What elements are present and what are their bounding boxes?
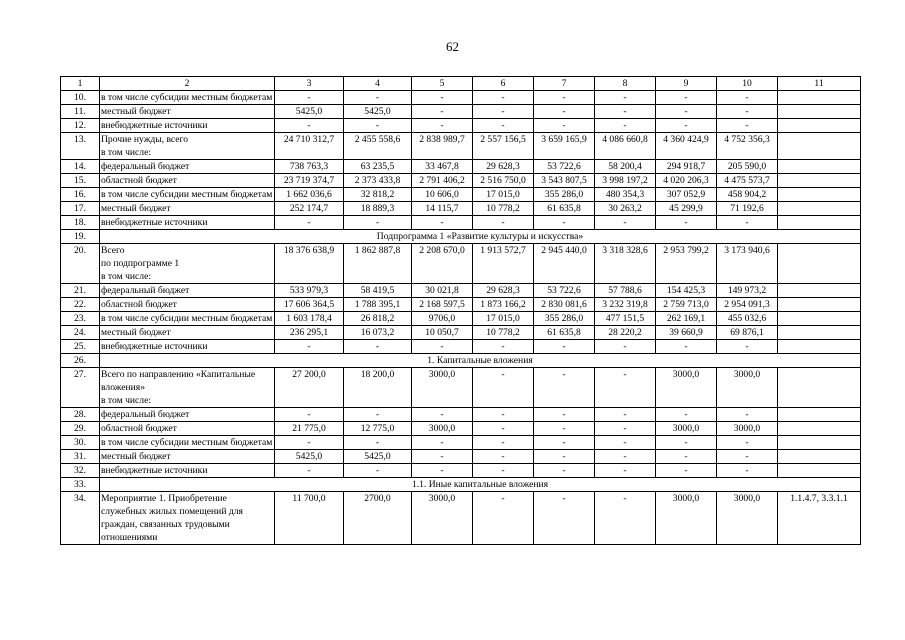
value-cell: 16 073,2 (344, 326, 412, 340)
reference-cell (778, 119, 861, 133)
value-cell: - (473, 422, 534, 436)
value-cell: 57 788,6 (595, 284, 656, 298)
value-cell: - (275, 91, 344, 105)
section-row (61, 354, 861, 368)
value-cell: - (534, 216, 595, 230)
value-cell: - (656, 450, 717, 464)
value-cell: 3000,0 (412, 422, 473, 436)
value-cell: 262 169,1 (656, 312, 717, 326)
row-number: 14. (61, 160, 100, 174)
value-cell: - (344, 216, 412, 230)
value-cell: 26 818,2 (344, 312, 412, 326)
value-cell: - (717, 450, 778, 464)
value-cell: 3 543 807,5 (534, 174, 595, 188)
reference-cell (778, 408, 861, 422)
table-row (61, 340, 861, 354)
value-cell: 17 015,0 (473, 312, 534, 326)
row-label: областной бюджет (100, 174, 275, 188)
value-cell: 58 200,4 (595, 160, 656, 174)
value-cell: 21 775,0 (275, 422, 344, 436)
row-label: Мероприятие 1. Приобретение служебных жилых помещений для граждан, связанных трудовыми отношениями (100, 492, 275, 545)
value-cell: 4 475 573,7 (717, 174, 778, 188)
row-label: внебюджетные источники (100, 464, 275, 478)
reference-cell (778, 422, 861, 436)
table-row (61, 216, 861, 230)
row-number: 34. (61, 492, 100, 545)
value-cell: - (595, 91, 656, 105)
row-number: 28. (61, 408, 100, 422)
value-cell: - (717, 436, 778, 450)
value-cell: 9706,0 (412, 312, 473, 326)
reference-cell (778, 188, 861, 202)
value-cell: - (595, 216, 656, 230)
table-row (61, 119, 861, 133)
table-row (61, 91, 861, 105)
row-number: 17. (61, 202, 100, 216)
value-cell: 14 115,7 (412, 202, 473, 216)
value-cell: - (344, 340, 412, 354)
row-number: 16. (61, 188, 100, 202)
value-cell: 355 286,0 (534, 188, 595, 202)
row-label: федеральный бюджет (100, 284, 275, 298)
row-number: 15. (61, 174, 100, 188)
value-cell: - (717, 464, 778, 478)
row-number: 11. (61, 105, 100, 119)
value-cell: 2 168 597,5 (412, 298, 473, 312)
value-cell: 5425,0 (275, 105, 344, 119)
value-cell: - (275, 436, 344, 450)
value-cell: 2 557 156,5 (473, 133, 534, 160)
reference-cell: 1.1.4.7, 3.3.1.1 (778, 492, 861, 545)
section-title: Подпрограмма 1 «Развитие культуры и искусства» (100, 230, 861, 244)
table-row (61, 284, 861, 298)
value-cell: - (473, 450, 534, 464)
value-cell: 3 659 165,9 (534, 133, 595, 160)
row-label: местный бюджет (100, 450, 275, 464)
value-cell: - (473, 105, 534, 119)
value-cell: 2 208 670,0 (412, 244, 473, 284)
value-cell: 63 235,5 (344, 160, 412, 174)
value-cell: - (656, 408, 717, 422)
header-cell: 4 (344, 77, 412, 91)
value-cell: - (344, 408, 412, 422)
value-cell: 480 354,3 (595, 188, 656, 202)
value-cell: - (344, 436, 412, 450)
value-cell: - (275, 216, 344, 230)
value-cell: - (595, 422, 656, 436)
value-cell: 39 660,9 (656, 326, 717, 340)
row-label: Всего по направлению «Капитальные вложения» в том числе: (100, 368, 275, 408)
value-cell: 2 830 081,6 (534, 298, 595, 312)
header-cell: 5 (412, 77, 473, 91)
value-cell: 2 373 433,8 (344, 174, 412, 188)
value-cell: - (534, 450, 595, 464)
row-number: 22. (61, 298, 100, 312)
reference-cell (778, 105, 861, 119)
value-cell: 533 979,3 (275, 284, 344, 298)
reference-cell (778, 174, 861, 188)
row-label: областной бюджет (100, 422, 275, 436)
value-cell: 455 032,6 (717, 312, 778, 326)
value-cell: 236 295,1 (275, 326, 344, 340)
table-row (61, 436, 861, 450)
value-cell: 53 722,6 (534, 160, 595, 174)
value-cell: - (656, 340, 717, 354)
header-cell: 3 (275, 77, 344, 91)
row-label: в том числе субсидии местным бюджетам (100, 91, 275, 105)
value-cell: - (595, 368, 656, 408)
value-cell: 458 904,2 (717, 188, 778, 202)
section-title: 1. Капитальные вложения (100, 354, 861, 368)
value-cell: - (473, 408, 534, 422)
value-cell: 3 173 940,6 (717, 244, 778, 284)
value-cell: 30 263,2 (595, 202, 656, 216)
value-cell: 30 021,8 (412, 284, 473, 298)
value-cell: 5425,0 (275, 450, 344, 464)
value-cell: 307 052,9 (656, 188, 717, 202)
value-cell: 477 151,5 (595, 312, 656, 326)
value-cell: 5425,0 (344, 105, 412, 119)
value-cell: - (473, 91, 534, 105)
value-cell: 1 788 395,1 (344, 298, 412, 312)
value-cell: 10 778,2 (473, 202, 534, 216)
value-cell: 23 719 374,7 (275, 174, 344, 188)
row-label: в том числе субсидии местным бюджетам (100, 312, 275, 326)
value-cell: 149 973,2 (717, 284, 778, 298)
value-cell: 3000,0 (717, 368, 778, 408)
reference-cell (778, 202, 861, 216)
value-cell: 2 954 091,3 (717, 298, 778, 312)
row-label: внебюджетные источники (100, 119, 275, 133)
value-cell: 3000,0 (412, 492, 473, 545)
value-cell: - (595, 450, 656, 464)
value-cell: - (534, 464, 595, 478)
value-cell: - (534, 368, 595, 408)
row-number: 27. (61, 368, 100, 408)
value-cell: 17 606 364,5 (275, 298, 344, 312)
header-cell: 10 (717, 77, 778, 91)
value-cell: - (656, 91, 717, 105)
value-cell: - (412, 408, 473, 422)
section-row (61, 478, 861, 492)
row-number: 26. (61, 354, 100, 368)
value-cell: - (412, 105, 473, 119)
value-cell: 61 635,8 (534, 326, 595, 340)
value-cell: - (473, 119, 534, 133)
header-row (61, 77, 861, 91)
value-cell: - (275, 408, 344, 422)
row-number: 25. (61, 340, 100, 354)
reference-cell (778, 450, 861, 464)
row-label: в том числе субсидии местным бюджетам (100, 188, 275, 202)
table-row (61, 464, 861, 478)
value-cell: - (595, 340, 656, 354)
value-cell: - (412, 436, 473, 450)
value-cell: 3000,0 (656, 422, 717, 436)
row-label: внебюджетные источники (100, 216, 275, 230)
value-cell: - (473, 368, 534, 408)
value-cell: 738 763,3 (275, 160, 344, 174)
value-cell: - (275, 119, 344, 133)
reference-cell (778, 326, 861, 340)
value-cell: - (595, 105, 656, 119)
header-cell: 2 (100, 77, 275, 91)
value-cell: - (656, 436, 717, 450)
value-cell: 1 862 887,8 (344, 244, 412, 284)
value-cell: - (534, 408, 595, 422)
reference-cell (778, 312, 861, 326)
reference-cell (778, 436, 861, 450)
table-row (61, 160, 861, 174)
value-cell: - (717, 340, 778, 354)
value-cell: - (534, 340, 595, 354)
value-cell: - (275, 340, 344, 354)
value-cell: 4 086 660,8 (595, 133, 656, 160)
value-cell: - (412, 119, 473, 133)
page-number: 62 (446, 39, 459, 54)
value-cell: 252 174,7 (275, 202, 344, 216)
value-cell: - (412, 464, 473, 478)
table-row (61, 422, 861, 436)
value-cell: 2 516 750,0 (473, 174, 534, 188)
value-cell: 5425,0 (344, 450, 412, 464)
value-cell: - (717, 216, 778, 230)
value-cell: 10 050,7 (412, 326, 473, 340)
value-cell: 29 628,3 (473, 284, 534, 298)
table-row (61, 326, 861, 340)
value-cell: - (595, 464, 656, 478)
value-cell: 154 425,3 (656, 284, 717, 298)
value-cell: 10 778,2 (473, 326, 534, 340)
row-label: областной бюджет (100, 298, 275, 312)
header-cell: 9 (656, 77, 717, 91)
table-row (61, 450, 861, 464)
row-number: 23. (61, 312, 100, 326)
value-cell: - (595, 119, 656, 133)
value-cell: 3000,0 (656, 368, 717, 408)
row-number: 31. (61, 450, 100, 464)
value-cell: 355 286,0 (534, 312, 595, 326)
value-cell: - (656, 105, 717, 119)
value-cell: 53 722,6 (534, 284, 595, 298)
value-cell: 24 710 312,7 (275, 133, 344, 160)
row-number: 29. (61, 422, 100, 436)
value-cell: 27 200,0 (275, 368, 344, 408)
value-cell: 45 299,9 (656, 202, 717, 216)
value-cell: 1 603 178,4 (275, 312, 344, 326)
value-cell: 2 953 799,2 (656, 244, 717, 284)
value-cell: 69 876,1 (717, 326, 778, 340)
value-cell: - (534, 422, 595, 436)
value-cell: - (275, 464, 344, 478)
row-label: Прочие нужды, всего в том числе: (100, 133, 275, 160)
table-row (61, 492, 861, 545)
row-number: 24. (61, 326, 100, 340)
row-label: федеральный бюджет (100, 160, 275, 174)
value-cell: 3000,0 (717, 492, 778, 545)
value-cell: 32 818,2 (344, 188, 412, 202)
reference-cell (778, 284, 861, 298)
value-cell: - (412, 340, 473, 354)
row-label: в том числе субсидии местным бюджетам (100, 436, 275, 450)
row-number: 20. (61, 244, 100, 284)
value-cell: 3000,0 (412, 368, 473, 408)
value-cell: 3 232 319,8 (595, 298, 656, 312)
row-label: местный бюджет (100, 202, 275, 216)
row-number: 30. (61, 436, 100, 450)
value-cell: - (534, 119, 595, 133)
value-cell: - (473, 436, 534, 450)
value-cell: - (473, 216, 534, 230)
value-cell: 3 998 197,2 (595, 174, 656, 188)
section-row (61, 230, 861, 244)
value-cell: 2700,0 (344, 492, 412, 545)
row-number: 10. (61, 91, 100, 105)
value-cell: 58 419,5 (344, 284, 412, 298)
value-cell: 1 913 572,7 (473, 244, 534, 284)
value-cell: - (473, 464, 534, 478)
row-label: федеральный бюджет (100, 408, 275, 422)
value-cell: - (344, 91, 412, 105)
table-row (61, 368, 861, 408)
value-cell: - (344, 464, 412, 478)
value-cell: - (412, 450, 473, 464)
value-cell: 3 318 328,6 (595, 244, 656, 284)
value-cell: - (656, 464, 717, 478)
value-cell: - (717, 408, 778, 422)
value-cell: - (412, 91, 473, 105)
value-cell: 33 467,8 (412, 160, 473, 174)
row-label: местный бюджет (100, 105, 275, 119)
row-label: Всего по подпрограмме 1 в том числе: (100, 244, 275, 284)
value-cell: 3000,0 (656, 492, 717, 545)
header-cell: 7 (534, 77, 595, 91)
value-cell: - (717, 105, 778, 119)
value-cell: 1 873 166,2 (473, 298, 534, 312)
value-cell: - (473, 492, 534, 545)
value-cell: - (412, 216, 473, 230)
table-row (61, 105, 861, 119)
row-number: 12. (61, 119, 100, 133)
value-cell: 2 455 558,6 (344, 133, 412, 160)
reference-cell (778, 298, 861, 312)
table-body (61, 77, 861, 545)
value-cell: - (344, 119, 412, 133)
value-cell: - (534, 105, 595, 119)
table-row (61, 188, 861, 202)
header-cell: 1 (61, 77, 100, 91)
table-row (61, 244, 861, 284)
table-row (61, 174, 861, 188)
reference-cell (778, 368, 861, 408)
reference-cell (778, 464, 861, 478)
row-number: 33. (61, 478, 100, 492)
section-title: 1.1. Иные капитальные вложения (100, 478, 861, 492)
value-cell: - (534, 492, 595, 545)
reference-cell (778, 91, 861, 105)
row-number: 32. (61, 464, 100, 478)
reference-cell (778, 244, 861, 284)
table-row (61, 133, 861, 160)
value-cell: 17 015,0 (473, 188, 534, 202)
row-number: 13. (61, 133, 100, 160)
row-number: 21. (61, 284, 100, 298)
budget-table (60, 76, 861, 545)
reference-cell (778, 216, 861, 230)
value-cell: - (595, 492, 656, 545)
value-cell: 2 945 440,0 (534, 244, 595, 284)
value-cell: - (473, 340, 534, 354)
reference-cell (778, 340, 861, 354)
header-cell: 11 (778, 77, 861, 91)
row-number: 19. (61, 230, 100, 244)
value-cell: 2 759 713,0 (656, 298, 717, 312)
header-cell: 8 (595, 77, 656, 91)
value-cell: 1 662 036,6 (275, 188, 344, 202)
value-cell: 4 360 424,9 (656, 133, 717, 160)
value-cell: - (595, 436, 656, 450)
value-cell: - (717, 91, 778, 105)
value-cell: - (534, 436, 595, 450)
value-cell: 294 918,7 (656, 160, 717, 174)
value-cell: 11 700,0 (275, 492, 344, 545)
value-cell: 18 200,0 (344, 368, 412, 408)
header-cell: 6 (473, 77, 534, 91)
row-label: внебюджетные источники (100, 340, 275, 354)
value-cell: 29 628,3 (473, 160, 534, 174)
value-cell: - (534, 91, 595, 105)
table-row (61, 408, 861, 422)
table-row (61, 202, 861, 216)
value-cell: 4 020 206,3 (656, 174, 717, 188)
value-cell: - (717, 119, 778, 133)
table-row (61, 298, 861, 312)
value-cell: 18 889,3 (344, 202, 412, 216)
value-cell: 2 791 406,2 (412, 174, 473, 188)
value-cell: 205 590,0 (717, 160, 778, 174)
row-number: 18. (61, 216, 100, 230)
reference-cell (778, 160, 861, 174)
value-cell: 4 752 356,3 (717, 133, 778, 160)
value-cell: 71 192,6 (717, 202, 778, 216)
value-cell: - (656, 119, 717, 133)
value-cell: 18 376 638,9 (275, 244, 344, 284)
value-cell: 3000,0 (717, 422, 778, 436)
value-cell: - (656, 216, 717, 230)
row-label: местный бюджет (100, 326, 275, 340)
value-cell: 28 220,2 (595, 326, 656, 340)
value-cell: - (595, 408, 656, 422)
value-cell: 12 775,0 (344, 422, 412, 436)
reference-cell (778, 133, 861, 160)
table-row (61, 312, 861, 326)
value-cell: 2 838 989,7 (412, 133, 473, 160)
value-cell: 10 606,0 (412, 188, 473, 202)
value-cell: 61 635,8 (534, 202, 595, 216)
